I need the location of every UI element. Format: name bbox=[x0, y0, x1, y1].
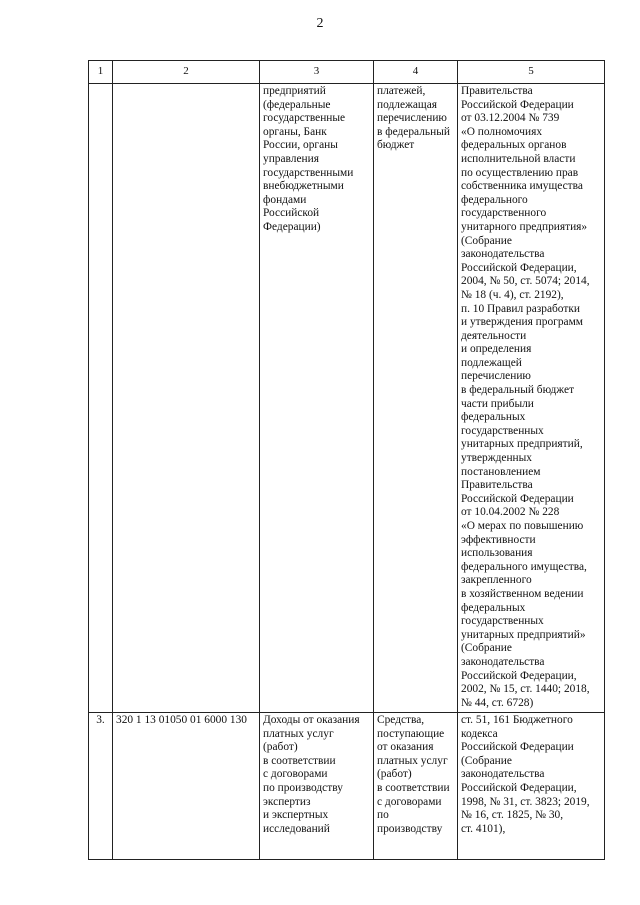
column-header: 1 bbox=[89, 61, 113, 84]
code-cell: 320 1 13 01050 01 6000 130 bbox=[113, 713, 260, 860]
column-header: 3 bbox=[260, 61, 374, 84]
legal-basis-cell: Правительства Российской Федерации от 03.12.2004 № 739 «О полномочиях федеральных органов исполнительной власти по осуществлению прав собственника имущества федерального государственного унитарного предприятия» (Собрание законодательства Российской Федерации, 2004, № 50, ст. 5074; 2014, № 18 (ч. 4), ст. 2192), п. 10 Правил разработки и утверждения программ деятельности и определения подлежащей перечислению в федеральный бюджет части прибыли федеральных государственных унитарных предприятий, утвержденных постановлением Правительства Российской Федерации от 10.04.2002 № 228 «О мерах по повышению эффективности использования федерального имущества, закрепленного в хозяйственном ведении федеральных государственных унитарных предприятий» (Собрание законодательства Российской Федерации, 2002, № 15, ст. 1440; 2018, № 44, ст. 6728) bbox=[458, 84, 605, 713]
table-header-row bbox=[89, 61, 605, 84]
row-number-cell bbox=[89, 84, 113, 713]
column-header: 5 bbox=[458, 61, 605, 84]
column-header: 4 bbox=[374, 61, 458, 84]
table-row bbox=[89, 84, 605, 713]
page-number: 2 bbox=[316, 16, 324, 31]
legal-table bbox=[88, 60, 605, 860]
column-header: 2 bbox=[113, 61, 260, 84]
code-cell bbox=[113, 84, 260, 713]
row-number-cell: 3. bbox=[89, 713, 113, 860]
income-name-cell: предприятий (федеральные государственные органы, Банк России, органы управления государственными внебюджетными фондами Российской Федерации) bbox=[260, 84, 374, 713]
income-description-cell: Средства, поступающие от оказания платных услуг (работ) в соответствии с договорами по производству bbox=[374, 713, 458, 860]
legal-basis-cell: ст. 51, 161 Бюджетного кодекса Российской Федерации (Собрание законодательства Российской Федерации, 1998, № 31, ст. 3823; 2019, № 16, ст. 1825, № 30, ст. 4101), bbox=[458, 713, 605, 860]
table-row bbox=[89, 713, 605, 860]
income-name-cell: Доходы от оказания платных услуг (работ) в соответствии с договорами по производству экспертиз и экспертных исследований bbox=[260, 713, 374, 860]
income-description-cell: платежей, подлежащая перечислению в федеральный бюджет bbox=[374, 84, 458, 713]
